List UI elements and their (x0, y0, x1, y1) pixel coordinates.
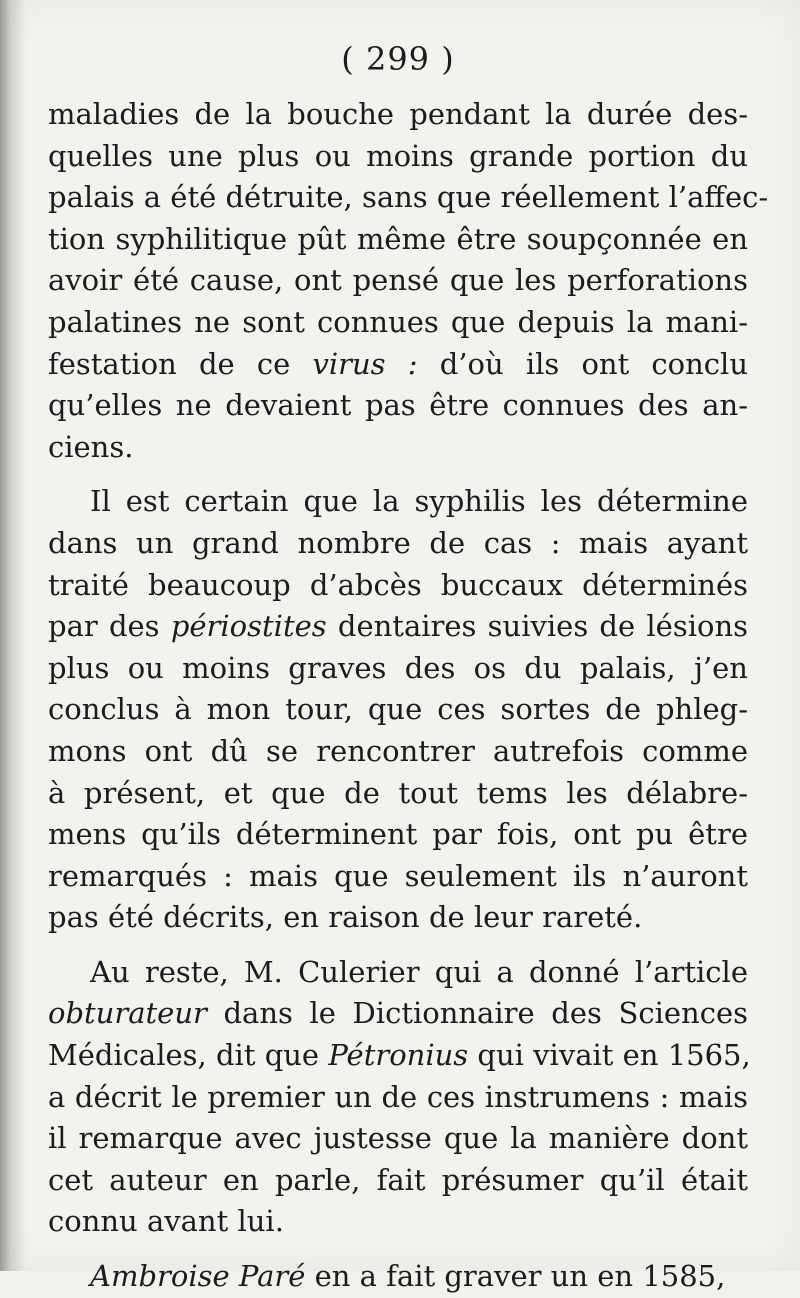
text-line: quelles une plus ou moins grande portion du (48, 138, 748, 173)
text-line: avoir été cause, ont pensé que les perforations (48, 263, 748, 298)
text-line: tion syphilitique pût même être soupçonnée en (48, 221, 748, 256)
text-line: Ambroise Paré en a fait graver un en 1585, (90, 1259, 726, 1294)
page-number: ( 299 ) (341, 40, 455, 78)
text-line: festation de ce virus : d’où ils ont conclu (48, 346, 748, 381)
text-line: Il est certain que la syphilis les détermine (90, 484, 748, 519)
text-line: Au reste, M. Culerier qui a donné l’article (90, 954, 748, 989)
paragraph (48, 952, 751, 1243)
italic-term: obturateur (48, 996, 207, 1031)
text-line: cet auteur en parle, fait présumer qu’il était (48, 1162, 748, 1197)
text-line: remarqués : mais que seulement ils n’auront (48, 858, 748, 893)
paragraph (48, 1256, 748, 1298)
text-line: conclus à mon tour, que ces sortes de phleg- (48, 692, 748, 727)
text-line: pas été décrits, en raison de leur rareté. (48, 900, 643, 935)
paragraph (48, 481, 748, 939)
text-line: connu avant lui. (48, 1204, 284, 1239)
italic-term: Ambroise Paré (90, 1259, 306, 1294)
text-line: maladies de la bouche pendant la durée des- (48, 97, 748, 131)
text-line: dans un grand nombre de cas : mais ayant (48, 525, 748, 560)
text-line: qu’elles ne devaient pas être connues des an- (48, 388, 748, 423)
text-line: obturateur dans le Dictionnaire des Sciences (48, 996, 748, 1031)
text-line: par des périostites dentaires suivies de lésions (48, 609, 749, 644)
text-line: il remarque avec justesse que la manière dont (48, 1121, 748, 1156)
text-line: à présent, et que de tout tems les délabre- (48, 775, 748, 810)
text-line: palatines ne sont connues que depuis la mani- (48, 304, 748, 339)
text-line: palais a été détruite, sans que réellement l’affec- (48, 180, 769, 215)
page-edge-shadow (0, 0, 26, 1271)
paragraph (48, 94, 769, 468)
text-line: plus ou moins graves des os du palais, j’en (48, 650, 748, 685)
text-line: traité beaucoup d’abcès buccaux déterminés (48, 567, 748, 602)
body-text (48, 94, 769, 1298)
text-line: Médicales, dit que Pétronius qui vivait en 1565, (48, 1038, 751, 1073)
text-line: ciens. (48, 429, 134, 464)
text-block (48, 30, 769, 1298)
italic-term: virus : (312, 346, 418, 381)
italic-term: périostites (170, 609, 327, 644)
text-line: mons ont dû se rencontrer autrefois comme (48, 733, 748, 768)
italic-term: Pétronius (328, 1038, 469, 1073)
text-line: mens qu’ils déterminent par fois, ont pu être (48, 817, 748, 852)
text-line: a décrit le premier un de ces instrumens : mais (48, 1079, 748, 1114)
